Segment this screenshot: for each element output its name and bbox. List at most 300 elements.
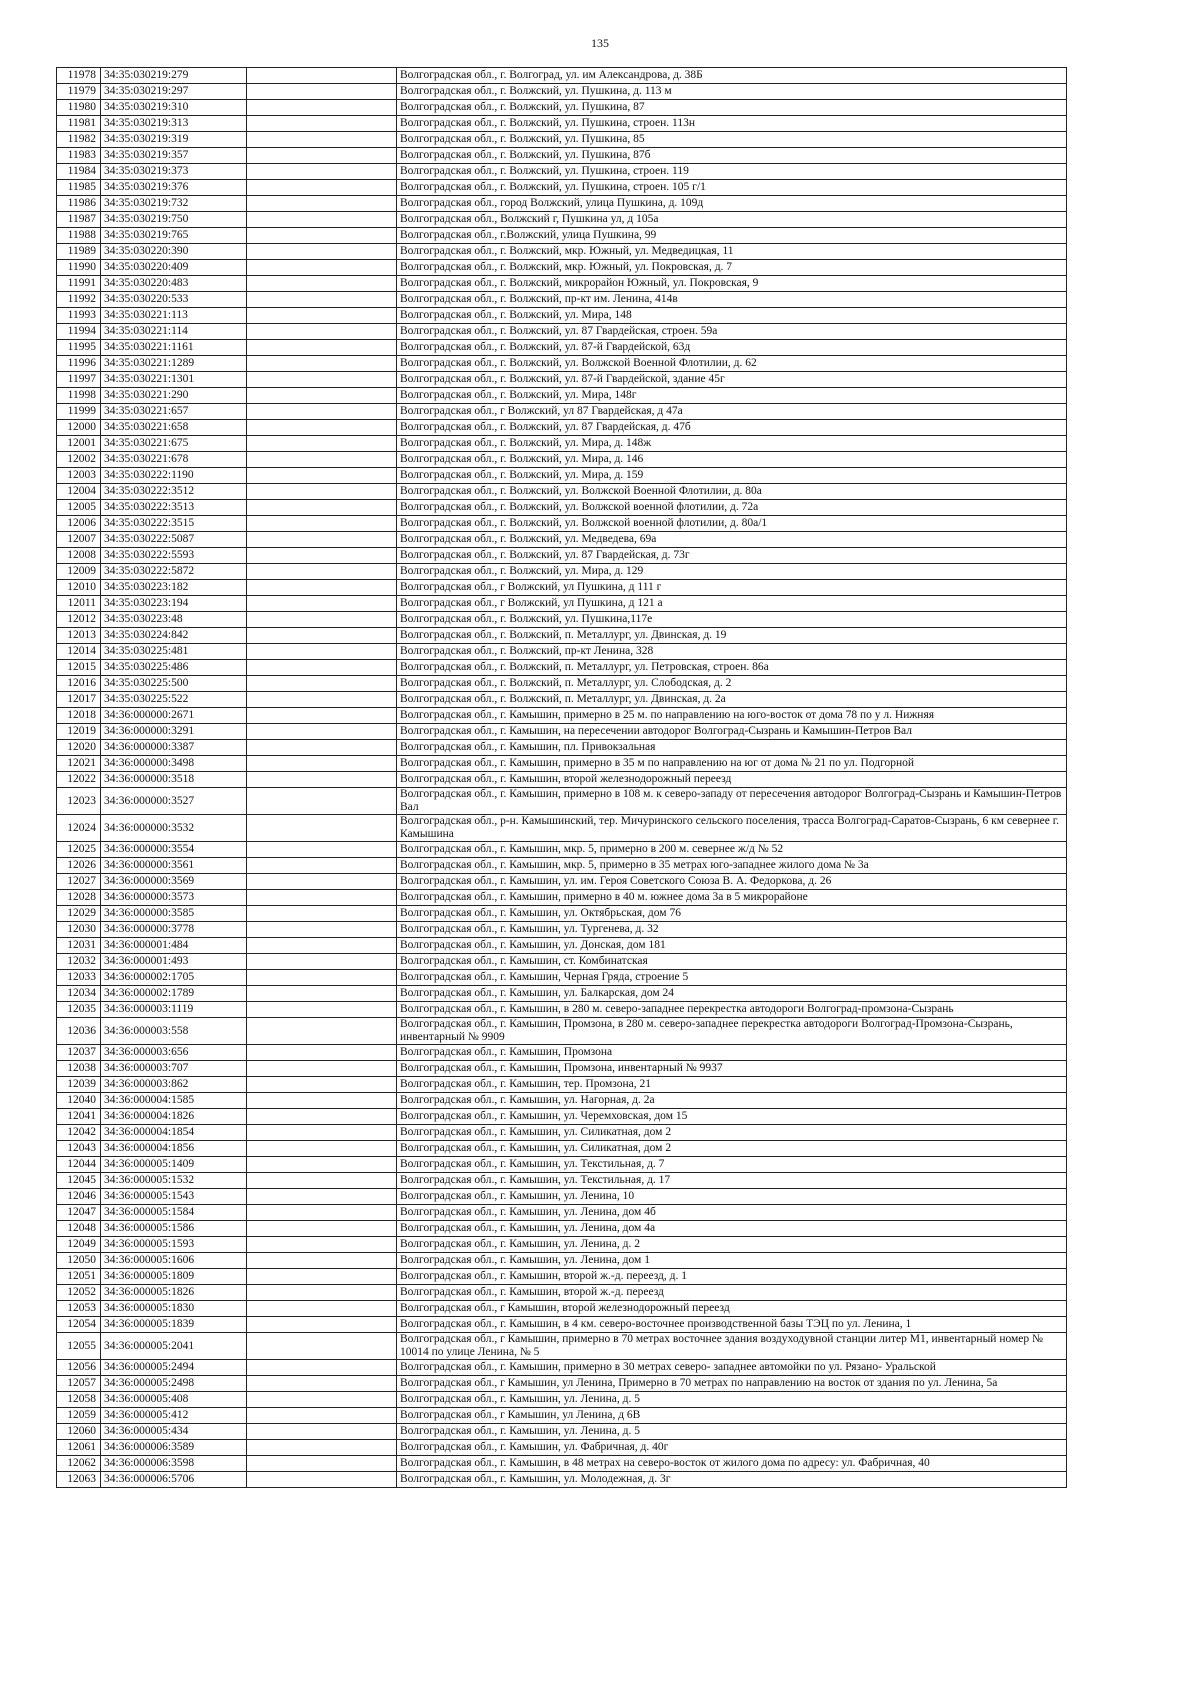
- address-cell: Волгоградская обл., г Камышин, ул Ленина, д 6В: [397, 1408, 1067, 1424]
- empty-cell: [247, 212, 397, 228]
- address-cell: Волгоградская обл., г. Волжский, ул. 87 Гвардейская, д. 73г: [397, 548, 1067, 564]
- cadastral-number: 34:35:030220:483: [101, 276, 247, 292]
- empty-cell: [247, 516, 397, 532]
- cadastral-number: 34:36:000000:3518: [101, 772, 247, 788]
- cadastral-number: 34:35:030220:390: [101, 244, 247, 260]
- row-number: 12037: [57, 1045, 101, 1061]
- table-row: [57, 452, 1067, 468]
- row-number: 11998: [57, 388, 101, 404]
- address-cell: Волгоградская обл., г. Волжский, ул. 87-й Гвардейской, здание 45г: [397, 372, 1067, 388]
- empty-cell: [247, 292, 397, 308]
- row-number: 12030: [57, 922, 101, 938]
- address-cell: Волгоградская обл., г. Камышин, ул. Ленина, дом 1: [397, 1253, 1067, 1269]
- table-row: [57, 1205, 1067, 1221]
- row-number: 12001: [57, 436, 101, 452]
- row-number: 12052: [57, 1285, 101, 1301]
- table-row: [57, 1424, 1067, 1440]
- cadastral-number: 34:36:000005:434: [101, 1424, 247, 1440]
- empty-cell: [247, 612, 397, 628]
- empty-cell: [247, 708, 397, 724]
- address-cell: Волгоградская обл., г. Камышин, ул. Фабричная, д. 40г: [397, 1440, 1067, 1456]
- row-number: 12004: [57, 484, 101, 500]
- cadastral-number: 34:36:000004:1854: [101, 1125, 247, 1141]
- cadastral-number: 34:36:000003:558: [101, 1018, 247, 1045]
- address-cell: Волгоградская обл., г. Камышин, ул. Силикатная, дом 2: [397, 1141, 1067, 1157]
- table-row: [57, 1141, 1067, 1157]
- table-row: [57, 756, 1067, 772]
- empty-cell: [247, 1333, 397, 1360]
- row-number: 12014: [57, 644, 101, 660]
- row-number: 12057: [57, 1376, 101, 1392]
- empty-cell: [247, 324, 397, 340]
- row-number: 12061: [57, 1440, 101, 1456]
- cadastral-number: 34:36:000005:408: [101, 1392, 247, 1408]
- empty-cell: [247, 196, 397, 212]
- table-row: [57, 356, 1067, 372]
- row-number: 12050: [57, 1253, 101, 1269]
- table-row: [57, 1392, 1067, 1408]
- empty-cell: [247, 1237, 397, 1253]
- address-cell: Волгоградская обл., г. Камышин, ул. Ленина, 10: [397, 1189, 1067, 1205]
- address-cell: Волгоградская обл., г. Волжский, ул. Пушкина, строен. 119: [397, 164, 1067, 180]
- empty-cell: [247, 1376, 397, 1392]
- row-number: 12041: [57, 1109, 101, 1125]
- table-row: [57, 548, 1067, 564]
- table-row: [57, 180, 1067, 196]
- empty-cell: [247, 500, 397, 516]
- empty-cell: [247, 260, 397, 276]
- address-cell: Волгоградская обл., г. Камышин, примерно в 30 метрах северо- западнее автомойки по ул. Рязано- Уральской: [397, 1360, 1067, 1376]
- table-row: [57, 660, 1067, 676]
- cadastral-number: 34:36:000000:3585: [101, 906, 247, 922]
- address-cell: Волгоградская обл., г. Камышин, ул. Черемховская, дом 15: [397, 1109, 1067, 1125]
- address-cell: Волгоградская обл., г. Камышин, ул. Ленина, д. 2: [397, 1237, 1067, 1253]
- address-cell: Волгоградская обл., г. Волжский, ул. Медведева, 69а: [397, 532, 1067, 548]
- empty-cell: [247, 148, 397, 164]
- table-row: [57, 1077, 1067, 1093]
- address-cell: Волгоградская обл., г. Волжский, п. Металлург, ул. Слободская, д. 2: [397, 676, 1067, 692]
- address-cell: Волгоградская обл., г. Камышин, Черная Гряда, строение 5: [397, 970, 1067, 986]
- cadastral-number: 34:36:000001:493: [101, 954, 247, 970]
- empty-cell: [247, 596, 397, 612]
- table-row: [57, 1456, 1067, 1472]
- address-cell: Волгоградская обл., г. Камышин, ул. Тургенева, д. 32: [397, 922, 1067, 938]
- cadastral-number: 34:35:030219:732: [101, 196, 247, 212]
- row-number: 12049: [57, 1237, 101, 1253]
- table-row: [57, 244, 1067, 260]
- row-number: 12022: [57, 772, 101, 788]
- address-cell: Волгоградская обл., г. Камышин, второй ж.-д. переезд: [397, 1285, 1067, 1301]
- address-cell: Волгоградская обл., г. Волжский, мкр. Южный, ул. Медведицкая, 11: [397, 244, 1067, 260]
- cadastral-number: 34:36:000005:1809: [101, 1269, 247, 1285]
- address-cell: Волгоградская обл., г. Камышин, тер. Промзона, 21: [397, 1077, 1067, 1093]
- cadastral-number: 34:35:030222:1190: [101, 468, 247, 484]
- address-cell: Волгоградская обл., г. Камышин, Промзона: [397, 1045, 1067, 1061]
- cadastral-number: 34:35:030219:297: [101, 84, 247, 100]
- table-row: [57, 308, 1067, 324]
- table-row: [57, 986, 1067, 1002]
- address-cell: Волгоградская обл., г. Волжский, ул. Мира, д. 159: [397, 468, 1067, 484]
- row-number: 11990: [57, 260, 101, 276]
- row-number: 12020: [57, 740, 101, 756]
- cadastral-number: 34:35:030222:3512: [101, 484, 247, 500]
- cadastral-number: 34:36:000006:5706: [101, 1472, 247, 1488]
- address-cell: Волгоградская обл., г. Волжский, ул. Мира, д. 146: [397, 452, 1067, 468]
- empty-cell: [247, 484, 397, 500]
- empty-cell: [247, 922, 397, 938]
- cadastral-number: 34:35:030224:842: [101, 628, 247, 644]
- cadastral-number: 34:36:000000:3569: [101, 874, 247, 890]
- row-number: 12055: [57, 1333, 101, 1360]
- cadastral-number: 34:35:030222:3513: [101, 500, 247, 516]
- empty-cell: [247, 1002, 397, 1018]
- empty-cell: [247, 1077, 397, 1093]
- empty-cell: [247, 1189, 397, 1205]
- row-number: 12006: [57, 516, 101, 532]
- empty-cell: [247, 1221, 397, 1237]
- row-number: 12043: [57, 1141, 101, 1157]
- cadastral-number: 34:36:000005:2494: [101, 1360, 247, 1376]
- empty-cell: [247, 986, 397, 1002]
- table-row: [57, 644, 1067, 660]
- empty-cell: [247, 244, 397, 260]
- cadastral-number: 34:35:030221:658: [101, 420, 247, 436]
- cadastral-number: 34:35:030219:750: [101, 212, 247, 228]
- table-row: [57, 1189, 1067, 1205]
- table-row: [57, 842, 1067, 858]
- row-number: 12027: [57, 874, 101, 890]
- row-number: 12056: [57, 1360, 101, 1376]
- cadastral-number: 34:35:030225:486: [101, 660, 247, 676]
- row-number: 12023: [57, 788, 101, 815]
- cadastral-number: 34:36:000000:3291: [101, 724, 247, 740]
- address-cell: Волгоградская обл., г. Волжский, пр-кт им. Ленина, 414в: [397, 292, 1067, 308]
- address-cell: Волгоградская обл., г. Камышин, примерно в 25 м. по направлению на юго-восток от дома 78 по у л. Нижняя: [397, 708, 1067, 724]
- address-cell: Волгоградская обл., г. Волжский, ул. Пушкина,117е: [397, 612, 1067, 628]
- address-cell: Волгоградская обл., г. Камышин, ул. Силикатная, дом 2: [397, 1125, 1067, 1141]
- empty-cell: [247, 1392, 397, 1408]
- cadastral-number: 34:35:030219:357: [101, 148, 247, 164]
- cadastral-number: 34:36:000004:1856: [101, 1141, 247, 1157]
- table-row: [57, 100, 1067, 116]
- cadastral-number: 34:35:030225:522: [101, 692, 247, 708]
- cadastral-number: 34:36:000000:2671: [101, 708, 247, 724]
- empty-cell: [247, 1408, 397, 1424]
- empty-cell: [247, 1141, 397, 1157]
- address-cell: Волгоградская обл., г Камышин, примерно в 70 метрах восточнее здания воздуходувной станции литер М1, инвентарный номер № 10014 по улице Ленина, № 5: [397, 1333, 1067, 1360]
- address-cell: Волгоградская обл., г. Волжский, п. Металлург, ул. Двинская, д. 19: [397, 628, 1067, 644]
- row-number: 11988: [57, 228, 101, 244]
- table-row: [57, 815, 1067, 842]
- address-cell: Волгоградская обл., г. Волжский, ул. Пушкина, строен. 113н: [397, 116, 1067, 132]
- cadastral-number: 34:36:000000:3573: [101, 890, 247, 906]
- table-row: [57, 708, 1067, 724]
- cadastral-number: 34:36:000005:1606: [101, 1253, 247, 1269]
- row-number: 12038: [57, 1061, 101, 1077]
- cadastral-number: 34:36:000004:1585: [101, 1093, 247, 1109]
- empty-cell: [247, 1269, 397, 1285]
- row-number: 11989: [57, 244, 101, 260]
- address-cell: Волгоградская обл., г. Волжский, п. Металлург, ул. Петровская, строен. 86а: [397, 660, 1067, 676]
- table-row: [57, 388, 1067, 404]
- empty-cell: [247, 756, 397, 772]
- table-row: [57, 676, 1067, 692]
- cadastral-number: 34:35:030225:481: [101, 644, 247, 660]
- table-row: [57, 596, 1067, 612]
- empty-cell: [247, 228, 397, 244]
- table-row: [57, 68, 1067, 84]
- table-row: [57, 164, 1067, 180]
- cadastral-number: 34:35:030219:279: [101, 68, 247, 84]
- row-number: 11984: [57, 164, 101, 180]
- address-cell: Волгоградская обл., г. Волгоград, ул. им Александрова, д. 38Б: [397, 68, 1067, 84]
- address-cell: Волгоградская обл., г. Волжский, микрорайон Южный, ул. Покровская, 9: [397, 276, 1067, 292]
- table-row: [57, 1333, 1067, 1360]
- empty-cell: [247, 842, 397, 858]
- empty-cell: [247, 468, 397, 484]
- cadastral-number: 34:36:000000:3778: [101, 922, 247, 938]
- address-cell: Волгоградская обл., р-н. Камышинский, тер. Мичуринского сельского поселения, трасса Волгоград-Саратов-Сызрань, 6 км севернее г. Камышина: [397, 815, 1067, 842]
- table-row: [57, 516, 1067, 532]
- page-number: 135: [591, 36, 609, 50]
- table-row: [57, 692, 1067, 708]
- cadastral-number: 34:35:030222:5087: [101, 532, 247, 548]
- cadastral-number: 34:35:030221:675: [101, 436, 247, 452]
- table-row: [57, 724, 1067, 740]
- address-cell: Волгоградская обл., г. Камышин, ст. Комбинатская: [397, 954, 1067, 970]
- cadastral-number: 34:35:030219:765: [101, 228, 247, 244]
- empty-cell: [247, 356, 397, 372]
- empty-cell: [247, 1472, 397, 1488]
- cadastral-number: 34:35:030222:3515: [101, 516, 247, 532]
- row-number: 12047: [57, 1205, 101, 1221]
- address-cell: Волгоградская обл., г Волжский, ул Пушкина, д 111 г: [397, 580, 1067, 596]
- cadastral-number: 34:36:000000:3532: [101, 815, 247, 842]
- row-number: 12045: [57, 1173, 101, 1189]
- row-number: 12036: [57, 1018, 101, 1045]
- empty-cell: [247, 116, 397, 132]
- address-cell: Волгоградская обл., г. Волжский, ул. Пушкина, д. 113 м: [397, 84, 1067, 100]
- cadastral-number: 34:36:000005:1839: [101, 1317, 247, 1333]
- row-number: 12024: [57, 815, 101, 842]
- row-number: 12003: [57, 468, 101, 484]
- cadastral-number: 34:36:000001:484: [101, 938, 247, 954]
- empty-cell: [247, 68, 397, 84]
- cadastral-number: 34:36:000005:1830: [101, 1301, 247, 1317]
- empty-cell: [247, 388, 397, 404]
- table-row: [57, 1269, 1067, 1285]
- table-row: [57, 906, 1067, 922]
- row-number: 11992: [57, 292, 101, 308]
- registry-body: [57, 68, 1067, 1488]
- address-cell: Волгоградская обл., г. Волжский, ул. Пушкина, 85: [397, 132, 1067, 148]
- address-cell: Волгоградская обл., г. Камышин, ул. Ленина, дом 4а: [397, 1221, 1067, 1237]
- row-number: 11986: [57, 196, 101, 212]
- empty-cell: [247, 1093, 397, 1109]
- address-cell: Волгоградская обл., г. Волжский, ул. Мира, 148г: [397, 388, 1067, 404]
- table-row: [57, 1221, 1067, 1237]
- row-number: 12034: [57, 986, 101, 1002]
- empty-cell: [247, 644, 397, 660]
- address-cell: Волгоградская обл., г. Камышин, ул. Ленина, д. 5: [397, 1392, 1067, 1408]
- row-number: 11999: [57, 404, 101, 420]
- empty-cell: [247, 180, 397, 196]
- cadastral-number: 34:36:000004:1826: [101, 1109, 247, 1125]
- row-number: 12032: [57, 954, 101, 970]
- address-cell: Волгоградская обл., г. Камышин, ул. Молодежная, д. 3г: [397, 1472, 1067, 1488]
- cadastral-number: 34:36:000003:707: [101, 1061, 247, 1077]
- empty-cell: [247, 906, 397, 922]
- empty-cell: [247, 420, 397, 436]
- row-number: 11985: [57, 180, 101, 196]
- cadastral-number: 34:36:000005:1593: [101, 1237, 247, 1253]
- cadastral-number: 34:35:030223:182: [101, 580, 247, 596]
- table-row: [57, 372, 1067, 388]
- address-cell: Волгоградская обл., г. Камышин, примерно в 40 м. южнее дома 3а в 5 микрорайоне: [397, 890, 1067, 906]
- table-row: [57, 276, 1067, 292]
- address-cell: Волгоградская обл., г Камышин, ул Ленина, Примерно в 70 метрах по направлению на восток от здания по ул. Ленина, 5а: [397, 1376, 1067, 1392]
- empty-cell: [247, 580, 397, 596]
- row-number: 12033: [57, 970, 101, 986]
- row-number: 11983: [57, 148, 101, 164]
- address-cell: Волгоградская обл., г. Волжский, п. Металлург, ул. Двинская, д. 2а: [397, 692, 1067, 708]
- cadastral-number: 34:36:000003:1119: [101, 1002, 247, 1018]
- table-row: [57, 228, 1067, 244]
- row-number: 12063: [57, 1472, 101, 1488]
- address-cell: Волгоградская обл., г. Камышин, второй ж.-д. переезд, д. 1: [397, 1269, 1067, 1285]
- address-cell: Волгоградская обл., г. Камышин, ул. Ленина, д. 5: [397, 1424, 1067, 1440]
- empty-cell: [247, 874, 397, 890]
- table-row: [57, 148, 1067, 164]
- table-row: [57, 292, 1067, 308]
- address-cell: Волгоградская обл., г. Волжский, ул. 87 Гвардейская, строен. 59а: [397, 324, 1067, 340]
- empty-cell: [247, 1061, 397, 1077]
- empty-cell: [247, 740, 397, 756]
- row-number: 12053: [57, 1301, 101, 1317]
- table-row: [57, 1317, 1067, 1333]
- row-number: 12016: [57, 676, 101, 692]
- empty-cell: [247, 436, 397, 452]
- table-row: [57, 1109, 1067, 1125]
- table-row: [57, 1237, 1067, 1253]
- row-number: 12000: [57, 420, 101, 436]
- empty-cell: [247, 1045, 397, 1061]
- table-row: [57, 1157, 1067, 1173]
- cadastral-number: 34:35:030219:319: [101, 132, 247, 148]
- empty-cell: [247, 970, 397, 986]
- row-number: 11979: [57, 84, 101, 100]
- empty-cell: [247, 676, 397, 692]
- table-row: [57, 436, 1067, 452]
- table-row: [57, 420, 1067, 436]
- table-row: [57, 1301, 1067, 1317]
- cadastral-number: 34:35:030219:376: [101, 180, 247, 196]
- row-number: 11991: [57, 276, 101, 292]
- row-number: 11996: [57, 356, 101, 372]
- empty-cell: [247, 100, 397, 116]
- cadastral-number: 34:35:030219:310: [101, 100, 247, 116]
- cadastral-number: 34:36:000000:3527: [101, 788, 247, 815]
- address-cell: Волгоградская обл., г Камышин, второй железнодорожный переезд: [397, 1301, 1067, 1317]
- address-cell: Волгоградская обл., г. Камышин, ул. Ленина, дом 4б: [397, 1205, 1067, 1221]
- address-cell: Волгоградская обл., г. Камышин, ул. Нагорная, д. 2а: [397, 1093, 1067, 1109]
- empty-cell: [247, 372, 397, 388]
- empty-cell: [247, 890, 397, 906]
- empty-cell: [247, 692, 397, 708]
- empty-cell: [247, 1205, 397, 1221]
- empty-cell: [247, 548, 397, 564]
- table-row: [57, 1018, 1067, 1045]
- cadastral-number: 34:35:030221:678: [101, 452, 247, 468]
- cadastral-number: 34:36:000006:3598: [101, 1456, 247, 1472]
- address-cell: Волгоградская обл., г.Волжский, улица Пушкина, 99: [397, 228, 1067, 244]
- table-row: [57, 772, 1067, 788]
- empty-cell: [247, 452, 397, 468]
- cadastral-number: 34:35:030221:657: [101, 404, 247, 420]
- cadastral-number: 34:36:000005:1586: [101, 1221, 247, 1237]
- row-number: 12025: [57, 842, 101, 858]
- address-cell: Волгоградская обл., г. Камышин, в 4 км. северо-восточнее производственной базы ТЭЦ по ул. Ленина, 1: [397, 1317, 1067, 1333]
- address-cell: Волгоградская обл., г. Волжский, пр-кт Ленина, 328: [397, 644, 1067, 660]
- empty-cell: [247, 1125, 397, 1141]
- table-row: [57, 212, 1067, 228]
- row-number: 11978: [57, 68, 101, 84]
- table-row: [57, 132, 1067, 148]
- row-number: 12051: [57, 1269, 101, 1285]
- cadastral-number: 34:36:000005:1584: [101, 1205, 247, 1221]
- address-cell: Волгоградская обл., г. Камышин, ул. Донская, дом 181: [397, 938, 1067, 954]
- address-cell: Волгоградская обл., г. Камышин, ул. Балкарская, дом 24: [397, 986, 1067, 1002]
- row-number: 12008: [57, 548, 101, 564]
- empty-cell: [247, 308, 397, 324]
- cadastral-number: 34:35:030220:533: [101, 292, 247, 308]
- row-number: 12019: [57, 724, 101, 740]
- address-cell: Волгоградская обл., г. Волжский, ул. Волжской военной флотилии, д. 72а: [397, 500, 1067, 516]
- empty-cell: [247, 788, 397, 815]
- empty-cell: [247, 1301, 397, 1317]
- table-row: [57, 858, 1067, 874]
- row-number: 11987: [57, 212, 101, 228]
- cadastral-number: 34:36:000003:862: [101, 1077, 247, 1093]
- row-number: 12026: [57, 858, 101, 874]
- cadastral-number: 34:36:000005:2498: [101, 1376, 247, 1392]
- address-cell: Волгоградская обл., г. Камышин, ул. Текстильная, д. 17: [397, 1173, 1067, 1189]
- address-cell: Волгоградская обл., г. Волжский, ул. 87 Гвардейская, д. 47б: [397, 420, 1067, 436]
- table-row: [57, 1093, 1067, 1109]
- cadastral-number: 34:36:000005:412: [101, 1408, 247, 1424]
- row-number: 12010: [57, 580, 101, 596]
- table-row: [57, 1253, 1067, 1269]
- address-cell: Волгоградская обл., г. Волжский, ул. Мира, 148: [397, 308, 1067, 324]
- table-row: [57, 116, 1067, 132]
- row-number: 11981: [57, 116, 101, 132]
- table-row: [57, 500, 1067, 516]
- row-number: 11997: [57, 372, 101, 388]
- address-cell: Волгоградская обл., г. Волжский, ул. Волжской Военной Флотилии, д. 62: [397, 356, 1067, 372]
- empty-cell: [247, 815, 397, 842]
- cadastral-number: 34:36:000000:3498: [101, 756, 247, 772]
- address-cell: Волгоградская обл., г. Волжский, ул. Волжской Военной Флотилии, д. 80а: [397, 484, 1067, 500]
- address-cell: Волгоградская обл., г. Камышин, Промзона, в 280 м. северо-западнее перекрестка автодороги Волгоград-Промзона-Сызрань, инвентарный № 9909: [397, 1018, 1067, 1045]
- empty-cell: [247, 724, 397, 740]
- row-number: 12009: [57, 564, 101, 580]
- cadastral-number: 34:35:030219:373: [101, 164, 247, 180]
- table-row: [57, 1472, 1067, 1488]
- cadastral-number: 34:35:030221:113: [101, 308, 247, 324]
- table-row: [57, 580, 1067, 596]
- table-row: [57, 954, 1067, 970]
- cadastral-number: 34:35:030221:1289: [101, 356, 247, 372]
